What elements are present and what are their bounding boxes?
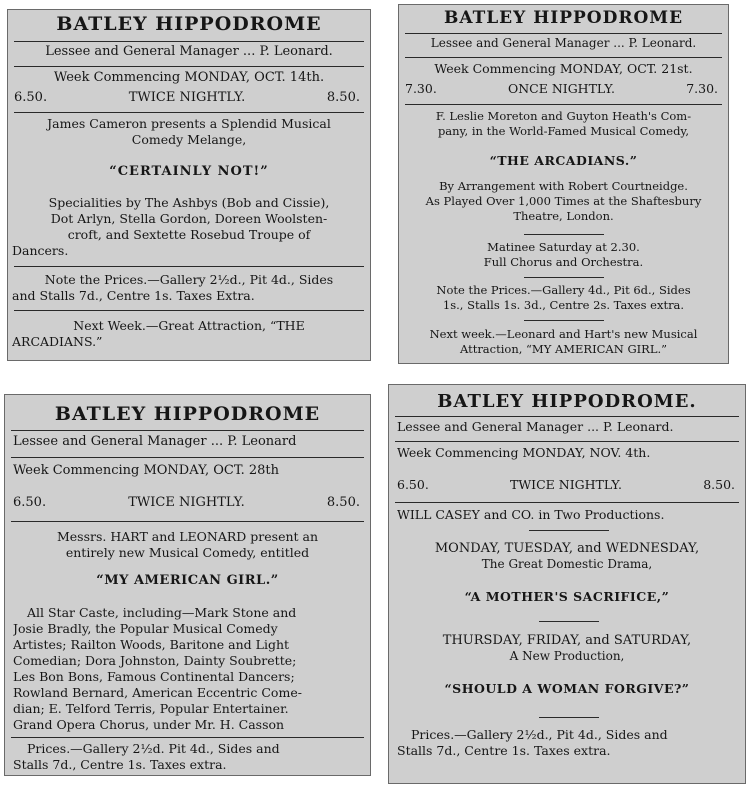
presenter-line: entirely new Musical Comedy, entitled [65, 545, 310, 560]
arrangement-line: As Played Over 1,000 Times at the Shaftesbury [425, 194, 702, 208]
show-type: ONCE NIGHTLY. [507, 81, 616, 96]
matinee-line: Full Chorus and Orchestra. [483, 255, 644, 269]
divider [14, 310, 364, 311]
divider [14, 41, 364, 42]
divider [524, 320, 604, 321]
prices-line: Stalls 7d., Centre 1s. Taxes extra. [397, 743, 611, 758]
manager-line: Lessee and General Manager ... P. Leonard. [397, 419, 674, 434]
cast-text [13, 605, 366, 733]
prices-text [13, 741, 366, 773]
specialities-line: Specialities by The Ashbys (Bob and Cissie), [48, 195, 330, 210]
divider [11, 737, 364, 738]
cast-line: Artistes; Railton Woods, Baritone and Light [13, 637, 290, 652]
divider [395, 502, 739, 503]
divider [14, 112, 364, 113]
cast-line: Les Bon Bons, Famous Continental Dancers; [13, 669, 295, 684]
company-line: F. Leslie Moreton and Guyton Heath's Com- [435, 109, 692, 123]
time-right: 8.50. [703, 477, 735, 492]
next-week-text [403, 327, 724, 357]
divider [524, 234, 604, 235]
prices-line: and Stalls 7d., Centre 1s. Taxes Extra. [12, 288, 255, 303]
matinee-line: Matinee Saturday at 2.30. [487, 240, 640, 254]
divider [405, 57, 722, 58]
divider [539, 621, 599, 622]
time-left: 6.50. [13, 495, 47, 510]
next-week-text [12, 318, 366, 350]
days-line: THURSDAY, FRIDAY, and SATURDAY, [442, 633, 692, 648]
cast-line: Grand Opera Chorus, under Mr. H. Casson [13, 717, 285, 732]
specialities-line: Dot Arlyn, Stella Gordon, Doreen Woolsten- [50, 211, 328, 226]
prices-line: Stalls 7d., Centre 1s. Taxes extra. [13, 757, 227, 772]
week-line: Week Commencing MONDAY, OCT. 21st. [434, 61, 693, 76]
times-row [13, 495, 360, 510]
time-right: 7.30. [686, 81, 718, 96]
prices-text [12, 272, 366, 304]
manager-line: Lessee and General Manager ... P. Leonard [13, 434, 297, 449]
presenter-line: Comedy Melange, [131, 132, 247, 147]
clipping-oct-14 [7, 9, 371, 361]
prices-line: 1s., Stalls 1s. 3d., Centre 2s. Taxes extra. [442, 298, 685, 312]
production-line: A New Production, [509, 649, 625, 663]
divider [14, 266, 364, 267]
times-row [14, 90, 360, 105]
time-left: 6.50. [14, 90, 48, 105]
specialities-line: Dancers. [12, 243, 69, 258]
cast-line: Josie Bradly, the Popular Musical Comedy [13, 621, 278, 636]
divider [395, 416, 739, 417]
week-line: Week Commencing MONDAY, OCT. 28th [13, 463, 280, 478]
clipping-oct-21 [398, 4, 729, 364]
arrangement-text [403, 179, 724, 224]
show-title: “CERTAINLY NOT!” [109, 164, 269, 179]
cast-line: Comedian; Dora Johnston, Dainty Soubrette; [13, 653, 297, 668]
clipping-nov-4 [388, 384, 746, 784]
divider [529, 530, 609, 531]
time-right: 8.50. [326, 495, 360, 510]
next-week-line: Next week.—Leonard and Hart's new Musical [429, 327, 698, 341]
presenter-line: James Cameron presents a Splendid Musical [47, 116, 331, 131]
next-week-line: Attraction, “MY AMERICAN GIRL.” [459, 342, 668, 356]
company-text [403, 109, 724, 139]
prices-line: Prices.—Gallery 2½d. Pit 4d., Sides and [27, 741, 280, 756]
times-row [397, 477, 735, 492]
clipping-oct-28 [4, 394, 371, 776]
show-type: TWICE NIGHTLY. [128, 90, 246, 105]
times-row [405, 81, 718, 96]
cast-line: All Star Caste, including—Mark Stone and [27, 605, 297, 620]
prices-line: Note the Prices.—Gallery 4d., Pit 6d., Sides [436, 283, 691, 297]
presenter-text [12, 116, 366, 148]
prices-text [403, 283, 724, 313]
show-type: TWICE NIGHTLY. [128, 495, 245, 510]
manager-line: Lessee and General Manager ... P. Leonard. [45, 44, 333, 59]
drama-line: The Great Domestic Drama, [481, 557, 653, 571]
matinee-text [403, 240, 724, 270]
manager-line: Lessee and General Manager ... P. Leonard. [430, 36, 697, 50]
show-title: “MY AMERICAN GIRL.” [96, 573, 279, 588]
divider [524, 277, 604, 278]
week-line: Week Commencing MONDAY, OCT. 14th. [53, 70, 325, 85]
clipping-title: BATLEY HIPPODROME [443, 8, 684, 28]
time-left: 6.50. [397, 477, 429, 492]
prices-text [397, 727, 741, 759]
divider [11, 457, 364, 458]
company-line: pany, in the World-Famed Musical Comedy, [437, 124, 690, 138]
divider [11, 521, 364, 522]
next-week-line: ARCADIANS.” [12, 334, 103, 349]
divider [539, 717, 599, 718]
clipping-title: BATLEY HIPPODROME [56, 13, 322, 35]
arrangement-line: Theatre, London. [513, 209, 614, 223]
presenter-line: Messrs. HART and LEONARD present an [56, 529, 319, 544]
show-type: TWICE NIGHTLY. [510, 477, 622, 492]
divider [14, 66, 364, 67]
arrangement-line: By Arrangement with Robert Courtneidge. [439, 179, 688, 193]
cast-line: dian; E. Telford Terris, Popular Entertainer. [13, 701, 289, 716]
cast-line: Rowland Bernard, American Eccentric Come- [13, 685, 302, 700]
divider [405, 33, 722, 34]
specialities-line: croft, and Sextette Rosebud Troupe of [67, 227, 311, 242]
days-line: MONDAY, TUESDAY, and WEDNESDAY, [434, 541, 700, 556]
presenter-text [9, 529, 366, 561]
prices-line: Prices.—Gallery 2½d., Pit 4d., Sides and [411, 727, 668, 742]
clipping-title: BATLEY HIPPODROME [54, 403, 321, 425]
divider [11, 430, 364, 431]
week-line: Week Commencing MONDAY, NOV. 4th. [397, 445, 651, 460]
specialities-text [12, 195, 366, 259]
company-line: WILL CASEY and CO. in Two Productions. [397, 507, 665, 522]
show-title: “THE ARCADIANS.” [489, 153, 638, 168]
show-title: “A MOTHER'S SACRIFICE,” [464, 589, 670, 604]
prices-line: Note the Prices.—Gallery 2½d., Pit 4d., Sides [44, 272, 334, 287]
time-left: 7.30. [405, 81, 437, 96]
next-week-line: Next Week.—Great Attraction, “THE [73, 318, 305, 333]
clipping-title: BATLEY HIPPODROME. [437, 391, 697, 412]
divider [395, 441, 739, 442]
show-title: “SHOULD A WOMAN FORGIVE?” [444, 681, 690, 696]
divider [405, 104, 722, 105]
time-right: 8.50. [326, 90, 360, 105]
